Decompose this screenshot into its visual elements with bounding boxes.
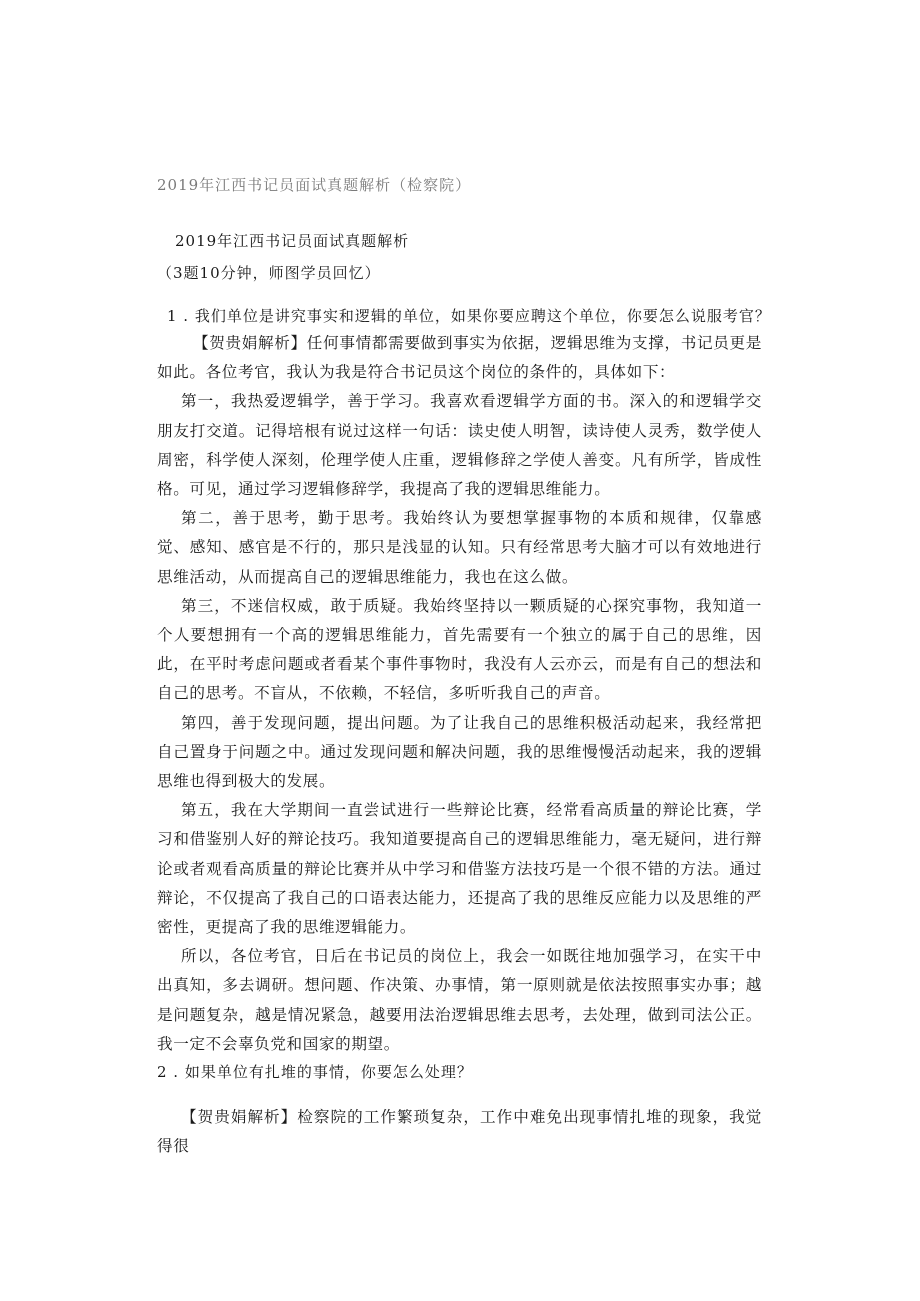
question-1: 1 . 我们单位是讲究事实和逻辑的单位，如果你要应聘这个单位，你要怎么说服考官？ <box>167 307 771 325</box>
answer-1-point-2: 第二，善于思考，勤于思考。我始终认为要想掌握事物的本质和规律，仅靠感觉、感知、感官是不行的，那只是浅显的认知。只有经常思考大脑才可以有效地进行思维活动，从而提高自己的逻辑思维能力，我也在这么做。 <box>157 509 762 586</box>
question-2: 2 . 如果单位有扎堆的事情，你要怎么处理？ <box>157 1063 473 1082</box>
document-note: （3题10分钟，师图学员回忆） <box>157 264 381 282</box>
answer-1-intro: 【贺贵娟解析】任何事情都需要做到事实为依据，逻辑思维为支撑，书记员更是如此。各位考官，我认为我是符合书记员这个岗位的条件的，具体如下： <box>157 334 762 382</box>
answer-1-point-4: 第四，善于发现问题，提出问题。为了让我自己的思维积极活动起来，我经常把自己置身于问题之中。通过发现问题和解决问题，我的思维慢慢活动起来，我的逻辑思维也得到极大的发展。 <box>157 713 762 791</box>
document-subtitle: 2019年江西书记员面试真题解析 <box>175 232 410 250</box>
answer-1-point-1: 第一，我热爱逻辑学，善于学习。我喜欢看逻辑学方面的书。深入的和逻辑学交朋友打交道。记得培根有说过这样一句话：读史使人明智，读诗使人灵秀，数学使人周密，科学使人深刻，伦理学使人庄重，逻辑修辞之学使人善变。凡有所学，皆成性格。可见，通过学习逻辑修辞学，我提高了我的逻辑思维能力。 <box>157 392 762 499</box>
answer-1-point-5: 第五，我在大学期间一直尝试进行一些辩论比赛，经常看高质量的辩论比赛，学习和借鉴别人好的辩论技巧。我知道要提高自己的逻辑思维能力，毫无疑问，进行辩论或者观看高质量的辩论比赛并从中学习和借鉴方法技巧是一个很不错的方法。通过辩论，不仅提高了我自己的口语表达能力，还提高了我的思维反应能力以及思维的严密性，更提高了我的思维逻辑能力。 <box>157 801 762 937</box>
answer-1-point-3: 第三，不迷信权威，敢于质疑。我始终坚持以一颗质疑的心探究事物，我知道一个人要想拥有一个高的逻辑思维能力，首先需要有一个独立的属于自己的思维，因此，在平时考虑问题或者看某个事件事物时，我没有人云亦云，而是有自己的想法和自己的思考。不盲从，不依赖，不轻信，多听听我自己的声音。 <box>157 596 762 703</box>
document-title: 2019年江西书记员面试真题解析（检察院） <box>157 176 472 194</box>
answer-2-intro: 【贺贵娟解析】检察院的工作繁琐复杂，工作中难免出现事情扎堆的现象，我觉得很 <box>157 1108 762 1156</box>
document-body <box>157 303 771 1161</box>
answer-1-conclusion: 所以，各位考官，日后在书记员的岗位上，我会一如既往地加强学习，在实干中出真知，多去调研。想问题、作决策、办事情，第一原则就是依法按照事实办事；越是问题复杂，越是情况紧急，越要用法治逻辑思维去思考，去处理，做到司法公正。我一定不会辜负党和国家的期望。 <box>157 947 762 1053</box>
